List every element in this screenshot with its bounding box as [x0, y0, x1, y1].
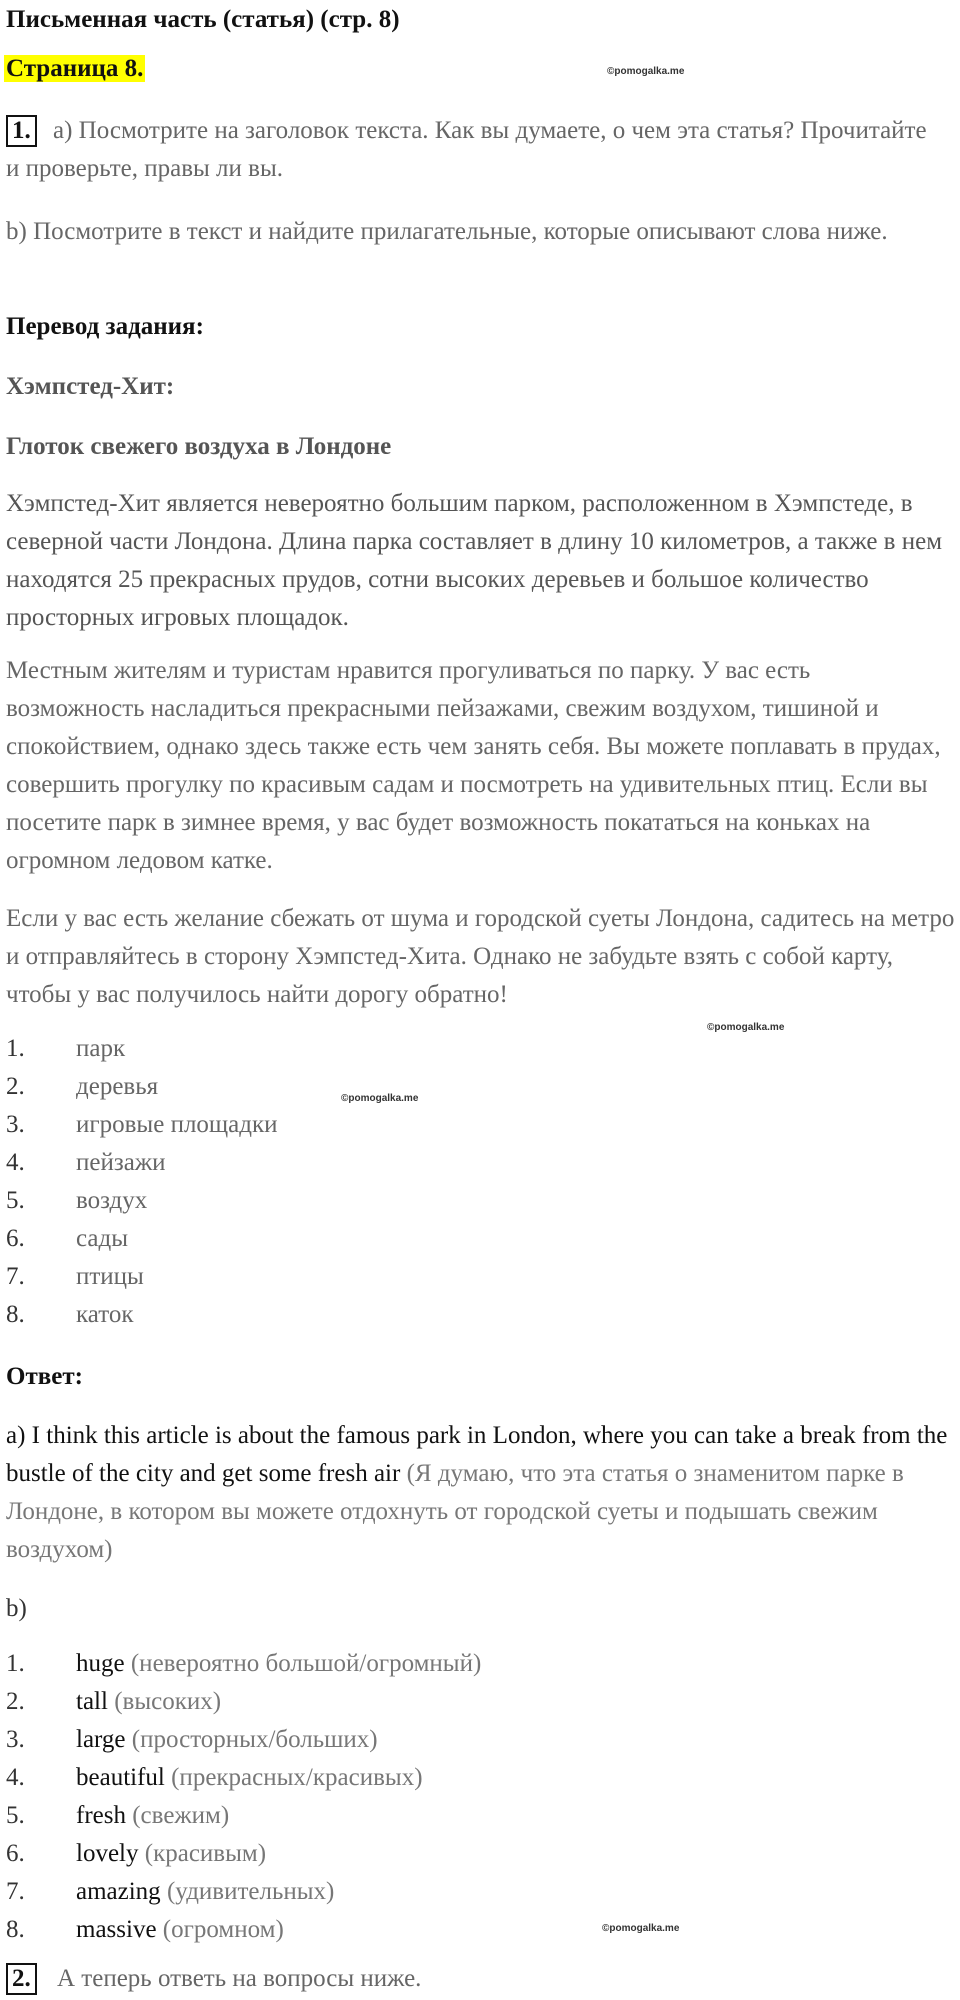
task1-number: 1.: [6, 115, 37, 147]
watermark: ©pomogalka.me: [341, 1093, 419, 1104]
answer-heading: Ответ:: [6, 1363, 83, 1390]
article-title: Хэмпстед-Хит:: [6, 373, 175, 400]
answer-a-ru: (Я думаю, что эта статья о знаменитом парке в Лондоне, в котором вы можете отдохнуть от городской суеты и подышать свежим воздухом): [6, 1460, 904, 1563]
answer-a-en: a) I think this article is about the famous park in London, where you can take a break from the bustle of the city and get some fresh air: [6, 1422, 948, 1487]
task2-text: А теперь ответь на вопросы ниже.: [57, 1965, 422, 1992]
watermark: ©pomogalka.me: [602, 1923, 680, 1934]
task1-a-text: a) Посмотрите на заголовок текста. Как вы думаете, о чем эта статья? Прочитайте и проверьте, правы ли вы.: [6, 117, 927, 182]
answer-a: [6, 1417, 956, 1569]
translation-heading: Перевод задания:: [6, 313, 204, 340]
article-paragraph-1: Хэмпстед-Хит является невероятно большим парком, расположенном в Хэмпстеде, в северной части Лондона. Длина парка составляет в длину 10 километров, а также в нем находятся 25 прекрасных прудов, сотни высоких деревьев и большое количество просторных игровых площадок.: [6, 490, 943, 631]
task2-number: 2.: [6, 1963, 37, 1995]
watermark: ©pomogalka.me: [707, 1022, 785, 1033]
article-paragraph-3: Если у вас есть желание сбежать от шума и городской суеты Лондона, садитесь на метро и отправляйтесь в сторону Хэмпстед-Хита. Однако не забудьте взять с собой карту, чтобы у вас получилось найти дорогу обратно!: [6, 905, 955, 1008]
task1-b: b) Посмотрите в текст и найдите прилагательные, которые описывают слова ниже.: [6, 218, 888, 245]
watermark: ©pomogalka.me: [607, 66, 685, 77]
task2: [6, 1960, 421, 1998]
answer-b-label: b): [6, 1595, 27, 1622]
page-title: Письменная часть (статья) (стр. 8): [6, 6, 400, 33]
page-label: [4, 55, 145, 83]
article-subtitle: Глоток свежего воздуха в Лондоне: [6, 433, 392, 460]
article-paragraph-2: Местным жителям и туристам нравится прогуливаться по парку. У вас есть возможность насладиться прекрасными пейзажами, свежим воздухом, тишиной и спокойствием, однако здесь также есть чем занять себя. Вы можете поплавать в прудах, совершить прогулку по красивым садам и посмотреть на удивительных птиц. Если вы посетите парк в зимнее время, у вас будет возможность покататься на коньках на огромном ледовом катке.: [6, 657, 941, 874]
document-page: Письменная часть (статья) (стр. 8) Страница 8. ©pomogalka.me 1. a) Посмотрите на заголовок текста. Как вы думаете, о чем эта статья? Прочитайте и проверьте, правы ли вы. b) Посмотрите в текст и найдите прилагательные, которые описывают слова ниже. Перевод задания: Хэмпстед-Хит: Глоток свежего воздуха в Лондоне Хэмпстед-Хит является невероятно большим парком, расположенном в Хэмпстеде, в северной части Лондона. Длина парка составляет в длину 10 километров, а также в нем находятся 25 прекрасных прудов, сотни высоких деревьев и большое количество просторных игровых площадок. Местным жителям и туристам нравится прогуливаться по парку. У вас есть возможность насладиться прекрасными пейзажами, свежим воздухом, тишиной и спокойствием, однако здесь также есть чем занять себя. Вы можете поплавать в прудах, совершить прогулку по красивым садам и посмотреть на удивительных птиц. Если вы посетите парк в зимнее время, у вас будет возможность покататься на коньках на огромном ледовом катке. Если у вас есть желание сбежать от шума и городской суеты Лондона, садитесь на метро и отправляйтесь в сторону Хэмпстед-Хита. Однако не забудьте взять с собой карту, чтобы у вас получилось найти дорогу обратно! ©pomogalka.me 1. парк 2. деревья 3. игровые площадки 4. пейзажи 5. воздух 6. сады 7. птицы 8. каток ©pomogalka.me Ответ: a) I think this article is about the famous park in London, where you can take a break from the bustle of the city and get some fresh air (Я думаю, что эта статья о знаменитом парке в Лондоне, в котором вы можете отдохнуть от городской суеты и подышать свежим воздухом) b) 1. huge (невероятно большой/огромный) 2. tall (высоких) 3. large (просторных/больших) 4. beautiful (прекрасных/красивых) 5. fresh (свежим) 6. lovely (красивым) 7. amazing (удивительных) 8. massive (огромном) ©pomogalka.me 2. А теперь ответь на вопросы ниже.: [0, 0, 960, 2000]
task1-a: [6, 112, 946, 188]
page-label-text: Страница 8.: [6, 55, 144, 82]
